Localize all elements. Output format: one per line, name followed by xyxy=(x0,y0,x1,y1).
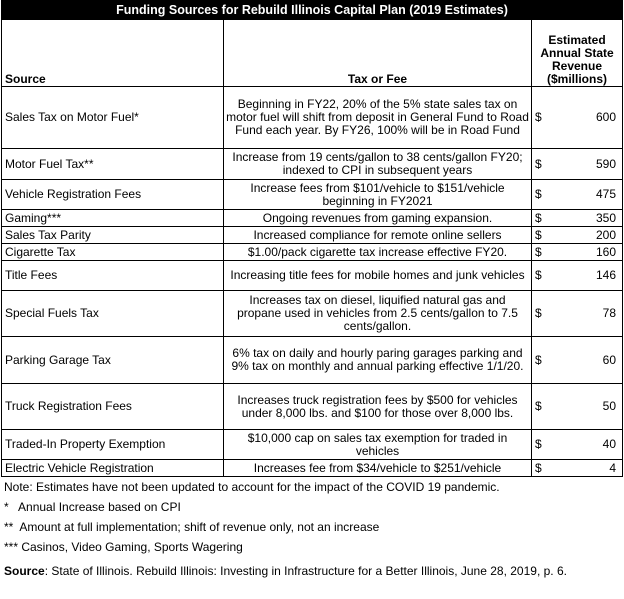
row-amount: 590 xyxy=(558,149,623,180)
footnote-single-asterisk: * Annual Increase based on CPI xyxy=(4,500,181,514)
row-source: Title Fees xyxy=(2,261,224,291)
row-currency: $ xyxy=(532,384,558,430)
row-currency: $ xyxy=(532,460,558,477)
row-description: Increase fees from $101/vehicle to $151/vehicle beginning in FY2021 xyxy=(224,180,532,210)
header-revenue-line: ($millions) xyxy=(546,72,607,86)
table-row xyxy=(2,337,623,384)
row-description: 6% tax on daily and hourly paring garages parking and 9% tax on monthly and annual parking effective 1/1/20. xyxy=(224,337,532,384)
header-tax-or-fee: Tax or Fee xyxy=(224,20,532,87)
row-amount: 600 xyxy=(558,87,623,149)
row-amount: 50 xyxy=(558,384,623,430)
row-amount: 4 xyxy=(558,460,623,477)
row-amount: 60 xyxy=(558,337,623,384)
row-source: Special Fuels Tax xyxy=(2,291,224,337)
row-currency: $ xyxy=(532,227,558,244)
header-revenue-line: Revenue xyxy=(551,59,603,73)
row-source: Truck Registration Fees xyxy=(2,384,224,430)
row-currency: $ xyxy=(532,149,558,180)
row-description: Ongoing revenues from gaming expansion. xyxy=(224,210,532,227)
header-revenue-line: Estimated xyxy=(548,33,606,47)
table-row xyxy=(2,210,623,227)
row-description: Increases tax on diesel, liquified natural gas and propane used in vehicles from 2.5 cents/gallon to 7.5 cents/gallon. xyxy=(224,291,532,337)
table-row xyxy=(2,244,623,261)
row-currency: $ xyxy=(532,430,558,460)
table-row xyxy=(2,460,623,477)
header-revenue xyxy=(532,20,623,87)
row-currency: $ xyxy=(532,180,558,210)
row-amount: 160 xyxy=(558,244,623,261)
row-description: Beginning in FY22, 20% of the 5% state sales tax on motor fuel will shift from deposit in General Fund to Road Fund each year. By FY26, 100% will be in Road Fund xyxy=(224,87,532,149)
source-label: Source xyxy=(4,564,45,578)
header-source: Source xyxy=(2,20,224,87)
row-currency: $ xyxy=(532,87,558,149)
source-citation xyxy=(4,561,624,581)
table-row xyxy=(2,291,623,337)
table-row xyxy=(2,430,623,460)
row-currency: $ xyxy=(532,244,558,261)
row-source: Parking Garage Tax xyxy=(2,337,224,384)
row-source: Traded-In Property Exemption xyxy=(2,430,224,460)
funding-sources-table xyxy=(1,0,623,477)
table-row xyxy=(2,227,623,244)
row-description: $1.00/pack cigarette tax increase effective FY20. xyxy=(224,244,532,261)
header-revenue-line: Annual State xyxy=(540,46,614,60)
row-description: Increase from 19 cents/gallon to 38 cents/gallon FY20; indexed to CPI in subsequent years xyxy=(224,149,532,180)
row-source: Electric Vehicle Registration xyxy=(2,460,224,477)
table-row xyxy=(2,87,623,149)
row-description: $10,000 cap on sales tax exemption for traded in vehicles xyxy=(224,430,532,460)
row-description: Increases fee from $34/vehicle to $251/vehicle xyxy=(224,460,532,477)
row-description: Increased compliance for remote online sellers xyxy=(224,227,532,244)
row-description: Increasing title fees for mobile homes and junk vehicles xyxy=(224,261,532,291)
footnote-triple-asterisk: *** Casinos, Video Gaming, Sports Wagering xyxy=(4,540,243,554)
row-source: Sales Tax Parity xyxy=(2,227,224,244)
row-amount: 350 xyxy=(558,210,623,227)
table-title: Funding Sources for Rebuild Illinois Capital Plan (2019 Estimates) xyxy=(2,1,623,20)
row-amount: 146 xyxy=(558,261,623,291)
row-currency: $ xyxy=(532,337,558,384)
table-row xyxy=(2,180,623,210)
footnote-double-asterisk: ** Amount at full implementation; shift of revenue only, not an increase xyxy=(4,520,380,534)
row-currency: $ xyxy=(532,291,558,337)
source-text: : State of Illinois. Rebuild Illinois: Investing in Infrastructure for a Better Illinois, June 28, 2019, p. 6. xyxy=(44,564,567,578)
row-amount: 78 xyxy=(558,291,623,337)
table-row xyxy=(2,149,623,180)
table-row xyxy=(2,384,623,430)
row-source: Cigarette Tax xyxy=(2,244,224,261)
row-source: Vehicle Registration Fees xyxy=(2,180,224,210)
row-amount: 200 xyxy=(558,227,623,244)
row-source: Gaming*** xyxy=(2,210,224,227)
covid-note: Note: Estimates have not been updated to account for the impact of the COVID 19 pandemic. xyxy=(4,480,500,494)
table-row xyxy=(2,261,623,291)
row-amount: 40 xyxy=(558,430,623,460)
row-currency: $ xyxy=(532,210,558,227)
row-currency: $ xyxy=(532,261,558,291)
table-notes xyxy=(4,477,624,581)
row-description: Increases truck registration fees by $500 for vehicles under 8,000 lbs. and $100 for those over 8,000 lbs. xyxy=(224,384,532,430)
row-source: Sales Tax on Motor Fuel* xyxy=(2,87,224,149)
row-source: Motor Fuel Tax** xyxy=(2,149,224,180)
row-amount: 475 xyxy=(558,180,623,210)
